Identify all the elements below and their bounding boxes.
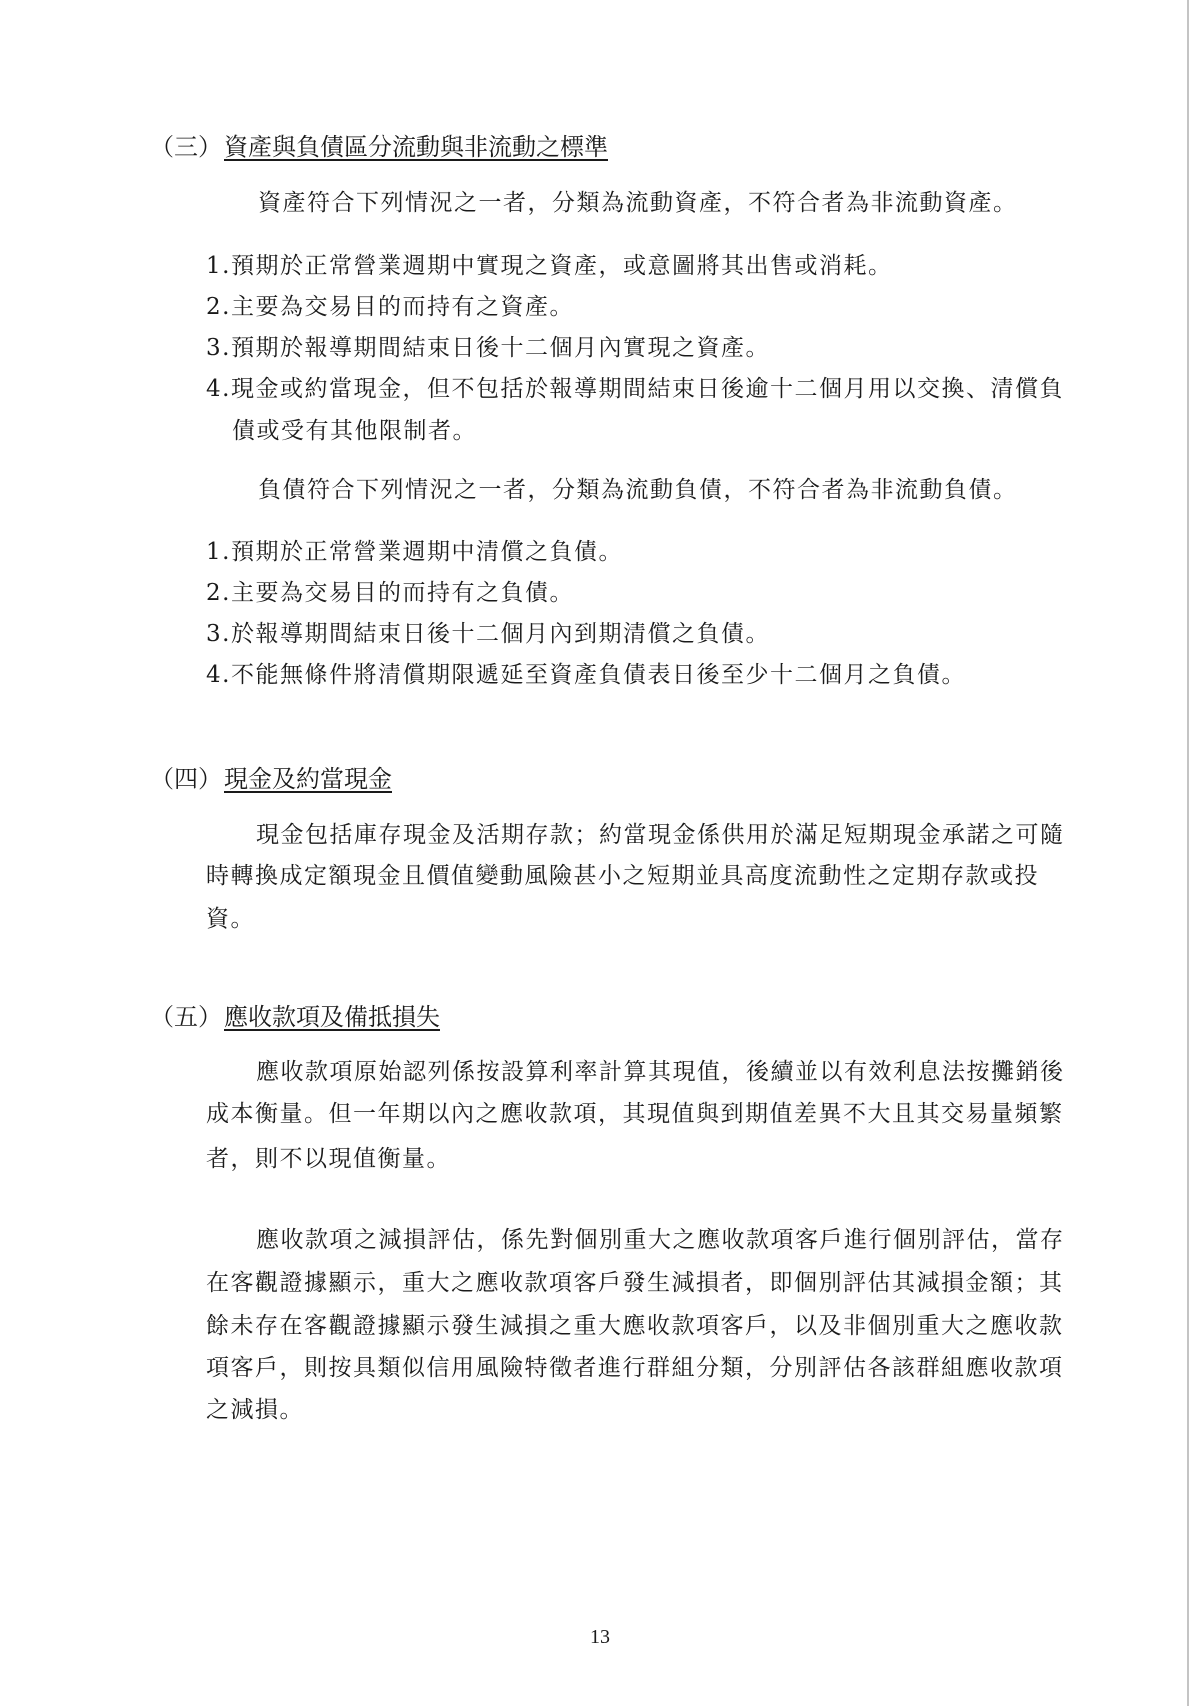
cash-line-2: 時轉換成定額現金且價值變動風險甚小之短期並具高度流動性之定期存款或投 [206, 863, 1039, 889]
cash-line-1: 現金包括庫存現金及活期存款；約當現金係供用於滿足短期現金承諾之可隨 [256, 822, 1065, 848]
scan-edge-line [1187, 0, 1189, 1706]
receivable-p2-line-2: 在客觀證據顯示，重大之應收款項客戶發生減損者，即個別評估其減損金額；其 [206, 1270, 1064, 1296]
section-4-number: （四） [150, 765, 222, 793]
receivable-p2-line-3: 餘未存在客觀證據顯示發生減損之重大應收款項客戶，以及非個別重大之應收款 [206, 1313, 1064, 1339]
receivable-p1-line-3: 者，則不以現值衡量。 [206, 1146, 451, 1172]
asset-item-2: 2.主要為交易目的而持有之資產。 [206, 294, 574, 320]
asset-item-4: 4.現金或約當現金，但不包括於報導期間結束日後逾十二個月用以交換、清償負 [206, 376, 1064, 402]
section-5-heading [150, 1002, 440, 1032]
liability-item-1: 1.預期於正常營業週期中清償之負債。 [206, 539, 623, 565]
liability-item-4: 4.不能無條件將清償期限遞延至資產負債表日後至少十二個月之負債。 [206, 662, 966, 688]
receivable-p2-line-4: 項客戶，則按具類似信用風險特徵者進行群組分類，分別評估各該群組應收款項 [206, 1355, 1064, 1381]
asset-item-4-continuation: 債或受有其他限制者。 [232, 418, 477, 444]
receivable-p1-line-2: 成本衡量。但一年期以內之應收款項，其現值與到期值差異不大且其交易量頻繁 [206, 1101, 1064, 1127]
asset-item-3: 3.預期於報導期間結束日後十二個月內實現之資產。 [206, 335, 770, 361]
section-5-title: 應收款項及備抵損失 [224, 1003, 440, 1031]
liability-item-3: 3.於報導期間結束日後十二個月內到期清償之負債。 [206, 621, 770, 647]
section-3-title: 資產與負債區分流動與非流動之標準 [224, 133, 608, 161]
cash-line-3: 資。 [206, 906, 255, 932]
page-number: 13 [590, 1626, 610, 1648]
receivable-p1-line-1: 應收款項原始認列係按設算利率計算其現值，後續並以有效利息法按攤銷後 [256, 1059, 1065, 1085]
receivable-p2-line-1: 應收款項之減損評估，係先對個別重大之應收款項客戶進行個別評估，當存 [256, 1227, 1065, 1253]
liability-item-2: 2.主要為交易目的而持有之負債。 [206, 580, 574, 606]
asset-item-1: 1.預期於正常營業週期中實現之資產，或意圖將其出售或消耗。 [206, 253, 893, 279]
section-3-number: （三） [150, 133, 222, 161]
section-4-heading [150, 764, 392, 794]
section-3-heading [150, 132, 608, 162]
receivable-p2-line-5: 之減損。 [206, 1397, 304, 1423]
asset-intro: 資產符合下列情況之一者，分類為流動資產，不符合者為非流動資產。 [258, 190, 1018, 216]
liability-intro: 負債符合下列情況之一者，分類為流動負債，不符合者為非流動負債。 [258, 477, 1018, 503]
section-4-title: 現金及約當現金 [224, 765, 392, 793]
section-5-number: （五） [150, 1003, 222, 1031]
